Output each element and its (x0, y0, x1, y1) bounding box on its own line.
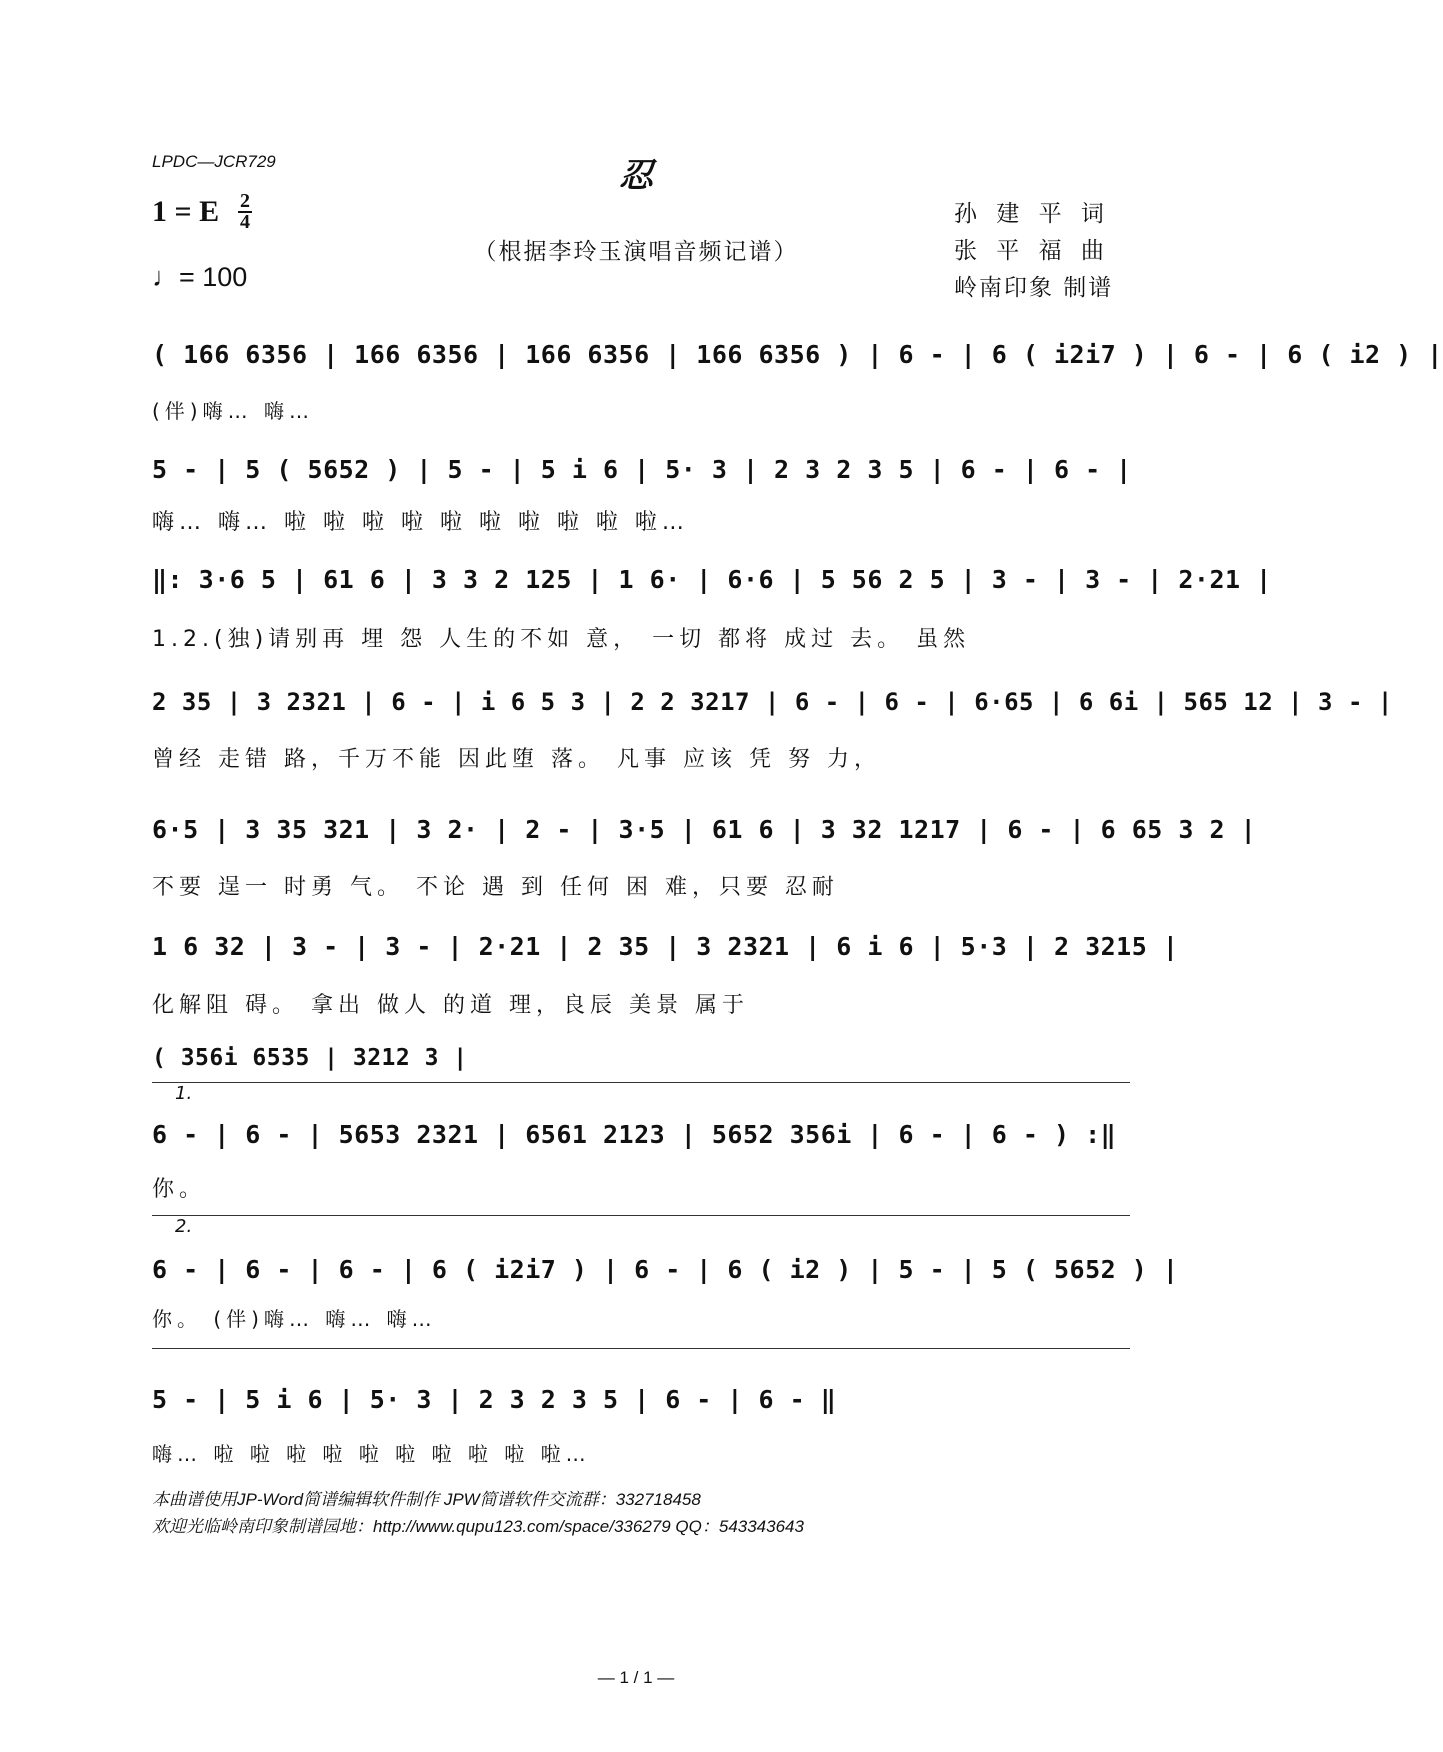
lyric-line-1: (伴)嗨… 嗨… (152, 399, 314, 423)
composer-credit: 张 平 福 曲 (954, 238, 1110, 264)
lyric-line-5: 不要 逞一 时勇 气。 不论 遇 到 任何 困 难，只要 忍耐 (152, 875, 839, 900)
lyric-line-6: 化解阻 碍。 拿出 做人 的道 理，良辰 美景 属于 (152, 993, 749, 1018)
score-code: LPDC—JCR729 (152, 152, 276, 171)
notation-line-5: 6·5 | 3 35 321 | 3 2· | 2 - | 3·5 | 61 6 | 3 32 1217 | 6 - | 6 65 3 2 | (152, 815, 1257, 844)
lyric-line-8: 你。 (152, 1177, 207, 1202)
meter-top: 2 (240, 190, 250, 212)
notation-line-1: ( 166 6356 | 166 6356 | 166 6356 | 166 6356 ) | 6 - | 6 ( i2i7 ) | 6 - | 6 ( i2 ) | (152, 340, 1443, 369)
time-signature (238, 192, 252, 232)
arranger-credit: 岭南印象 制谱 (954, 275, 1114, 301)
volta-1-bracket (152, 1082, 1130, 1083)
notation-line-9: 6 - | 6 - | 6 - | 6 ( i2i7 ) | 6 - | 6 ( i2 ) | 5 - | 5 ( 5652 ) | (152, 1255, 1179, 1284)
lyric-line-2: 嗨… 嗨… 啦 啦 啦 啦 啦 啦 啦 啦 啦 啦… (152, 510, 689, 535)
notation-line-7: ( 356i 6535 | 3212 3 | (152, 1045, 468, 1071)
notation-line-8: 6 - | 6 - | 5653 2321 | 6561 2123 | 5652 356i | 6 - | 6 - ) :‖ (152, 1120, 1117, 1149)
volta-1-label: 1. (175, 1083, 193, 1104)
song-title: 忍 (619, 156, 653, 196)
section-divider (152, 1348, 1130, 1349)
lyricist-credit: 孙 建 平 词 (954, 201, 1110, 227)
notation-line-4: 2 35 | 3 2321 | 6 - | i 6 5 3 | 2 2 3217 | 6 - | 6 - | 6·65 | 6 6i | 565 12 | 3 - | (152, 688, 1393, 716)
notation-line-10: 5 - | 5 i 6 | 5· 3 | 2 3 2 3 5 | 6 - | 6 - ‖ (152, 1385, 837, 1414)
volta-2-bracket (152, 1215, 1130, 1216)
notation-line-2: 5 - | 5 ( 5652 ) | 5 - | 5 i 6 | 5· 3 | 2 3 2 3 5 | 6 - | 6 - | (152, 455, 1132, 484)
key-signature: 1 = E (152, 195, 220, 228)
notation-line-6: 1 6 32 | 3 - | 3 - | 2·21 | 2 35 | 3 2321 | 6 i 6 | 5·3 | 2 3215 | (152, 932, 1179, 961)
meter-bottom: 4 (240, 211, 250, 233)
lyric-line-9: 你。 (伴)嗨… 嗨… 嗨… (152, 1307, 437, 1331)
subtitle: （根据李玲玉演唱音频记谱） (473, 239, 799, 265)
footer-line-2: 欢迎光临岭南印象制谱园地：http://www.qupu123.com/space/336279 QQ：543343643 (152, 1517, 804, 1536)
lyric-line-4: 曾经 走错 路，千万不能 因此堕 落。 凡事 应该 凭 努 力， (152, 747, 881, 772)
lyric-line-3: 1.2.(独)请别再 埋 怨 人生的不如 意， 一切 都将 成过 去。 虽然 (152, 627, 971, 652)
notation-line-3: ‖: 3·6 5 | 61 6 | 3 3 2 125 | 1 6· | 6·6 | 5 56 2 5 | 3 - | 3 - | 2·21 | (152, 565, 1272, 594)
lyric-line-10: 嗨… 啦 啦 啦 啦 啦 啦 啦 啦 啦 啦… (152, 1442, 591, 1466)
volta-2-label: 2. (175, 1216, 193, 1237)
footer-line-1: 本曲谱使用JP-Word简谱编辑软件制作 JPW简谱软件交流群：332718458 (152, 1490, 701, 1509)
tempo-marking: ♩= 100 (152, 262, 248, 292)
page-number: — 1 / 1 — (597, 1668, 675, 1687)
